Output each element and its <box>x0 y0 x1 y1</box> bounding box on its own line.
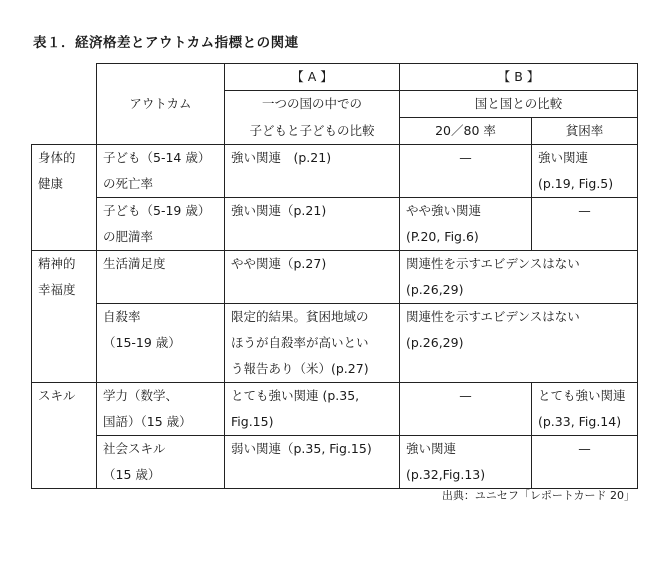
group-b-merged-cell: 関連性を示すエビデンスはない (p.26,29) <box>400 251 638 304</box>
group-a-mark: 【 A 】 <box>225 64 400 91</box>
source-note: 出典：ユニセフ「レポートカード 20」 <box>441 489 635 502</box>
group-a-line2: 子どもと子どもの比較 <box>225 118 400 145</box>
corner-cell <box>32 64 97 145</box>
group-b-mark: 【 B 】 <box>400 64 638 91</box>
group-b-label: 国と国との比較 <box>400 91 638 118</box>
outcome-cell: 社会スキル （15 歳） <box>97 436 225 489</box>
outcome-header-label: アウトカム <box>129 96 192 111</box>
category-cell-skills: スキル <box>32 383 97 489</box>
outcome-cell: 子ども（5-14 歳） の死亡率 <box>97 145 225 198</box>
outcome-cell: 生活満足度 <box>97 251 225 304</box>
table-row <box>32 198 638 251</box>
poverty-cell: とても強い関連 (p.33, Fig.14) <box>532 383 638 436</box>
col-ratio-header: 20／80 率 <box>400 118 532 145</box>
ratio-cell: — <box>400 145 532 198</box>
group-a-cell: とても強い関連 (p.35, Fig.15) <box>225 383 400 436</box>
ratio-cell: 強い関連 (p.32,Fig.13) <box>400 436 532 489</box>
group-b-merged-cell: 関連性を示すエビデンスはない (p.26,29) <box>400 304 638 383</box>
table-row <box>32 251 638 304</box>
table-row <box>32 436 638 489</box>
table-row <box>32 383 638 436</box>
col-poverty-header: 貧困率 <box>532 118 638 145</box>
outcome-header <box>97 64 225 145</box>
outcome-cell: 自殺率 （15-19 歳） <box>97 304 225 383</box>
ratio-cell: やや強い関連 (P.20, Fig.6) <box>400 198 532 251</box>
poverty-cell: — <box>532 436 638 489</box>
poverty-cell: — <box>532 198 638 251</box>
group-a-cell: やや関連（p.27) <box>225 251 400 304</box>
table-title: 表１．経済格差とアウトカム指標との関連 <box>33 35 299 51</box>
ratio-cell: — <box>400 383 532 436</box>
category-cell-mental: 精神的 幸福度 <box>32 251 97 383</box>
outcome-cell: 子ども（5-19 歳） の肥満率 <box>97 198 225 251</box>
poverty-cell: 強い関連 (p.19, Fig.5) <box>532 145 638 198</box>
table-row <box>32 304 638 383</box>
group-a-cell: 強い関連（p.21) <box>225 198 400 251</box>
group-a-cell: 限定的結果。貧困地域の ほうが自殺率が高いとい う報告あり（米）(p.27) <box>225 304 400 383</box>
outcome-cell: 学力（数学、 国語）（15 歳） <box>97 383 225 436</box>
comparison-table <box>31 63 638 489</box>
group-a-cell: 弱い関連（p.35, Fig.15) <box>225 436 400 489</box>
group-a-line1: 一つの国の中での <box>225 91 400 118</box>
category-cell-physical: 身体的 健康 <box>32 145 97 251</box>
table-row <box>32 145 638 198</box>
group-a-cell: 強い関連 (p.21) <box>225 145 400 198</box>
